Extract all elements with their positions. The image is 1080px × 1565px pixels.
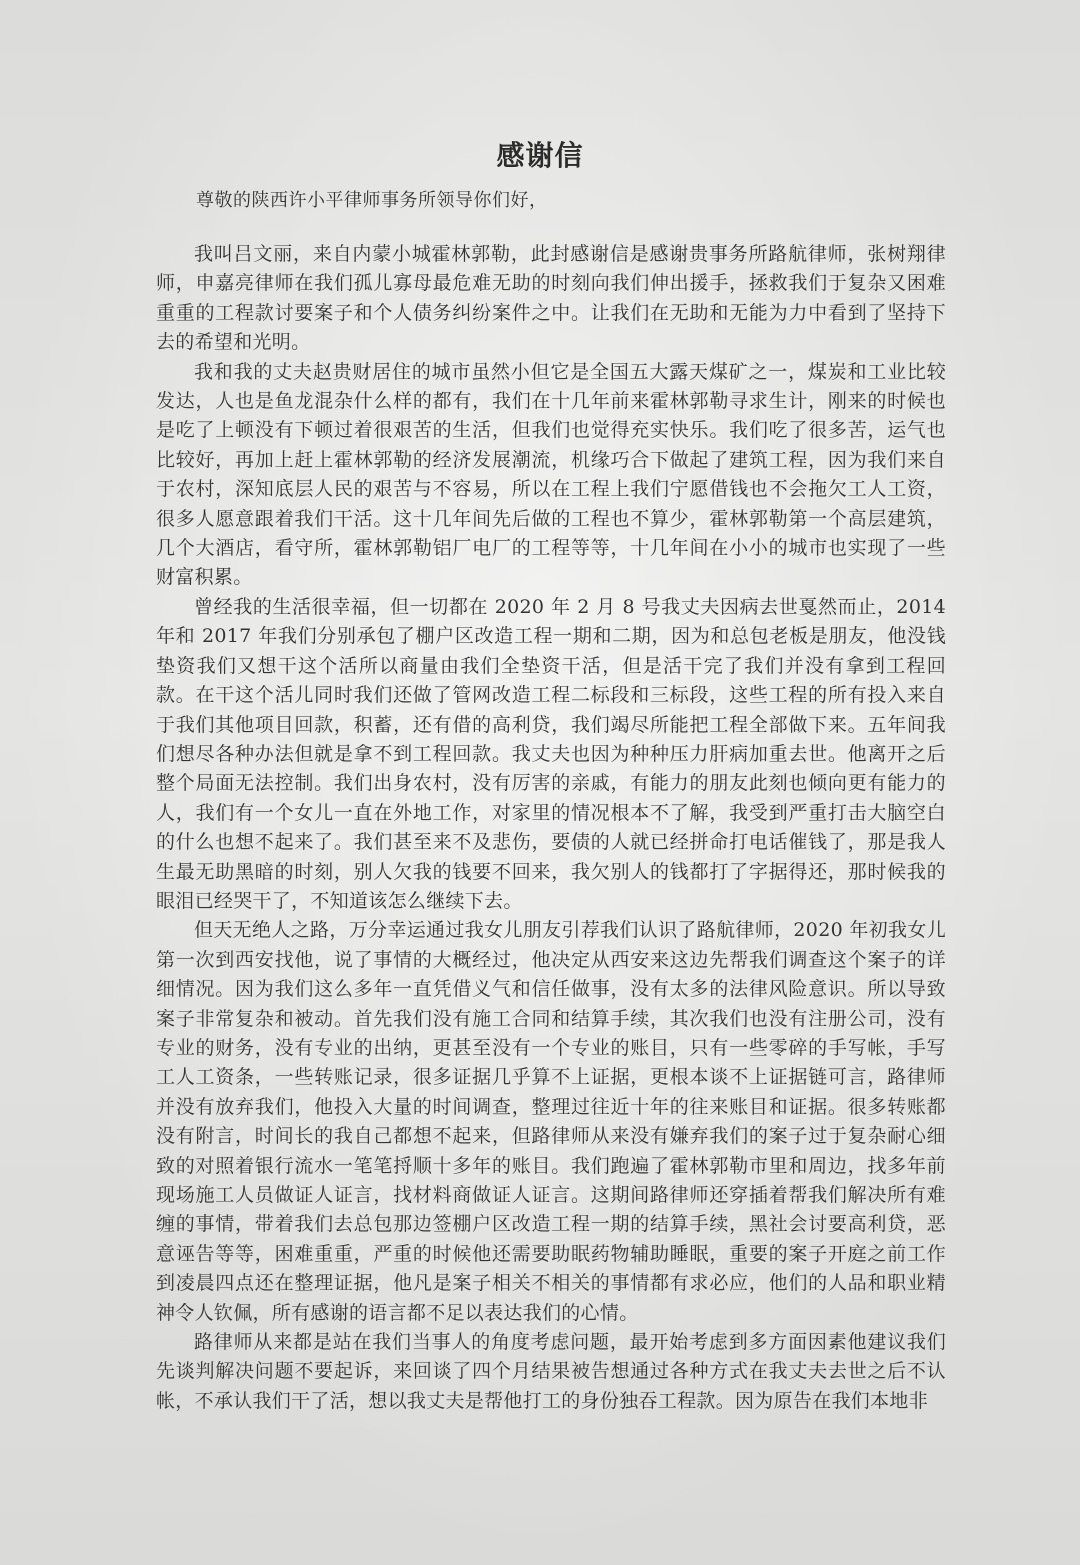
paragraph: 曾经我的生活很幸福，但一切都在 2020 年 2 月 8 号我丈夫因病去世戛然而止，2014 年和 2017 年我们分别承包了棚户区改造工程一期和二期，因为和总包老板是朋友，他没钱垫资我们又想干这个活所以商量由我们全垫资干活，但是活干完了我们并没有拿到工程回款。在干这个活儿同时我们还做了管网改造工程二标段和三标段，这些工程的所有投入来自于我们其他项目回款，积蓄，还有借的高利贷，我们竭尽所能把工程全部做下来。五年间我们想尽各种办法但就是拿不到工程回款。我丈夫也因为种种压力肝病加重去世。他离开之后整个局面无法控制。我们出身农村，没有厉害的亲戚，有能力的朋友此刻也倾向更有能力的人，我们有一个女儿一直在外地工作，对家里的情况根本不了解，我受到严重打击大脑空白的什么也想不起来了。我们甚至来不及悲伤，要债的人就已经拼命打电话催钱了，那是我人生最无助黑暗的时刻，别人欠我的钱要不回来，我欠别人的钱都打了字据得还，那时候我的眼泪已经哭干了，不知道该怎么继续下去。 bbox=[156, 595, 946, 912]
paragraph: 但天无绝人之路，万分幸运通过我女儿朋友引荐我们认识了路航律师，2020 年初我女儿第一次到西安找他，说了事情的大概经过，他决定从西安来这边先帮我们调查这个案子的详细情况。因为我们这么多年一直凭借义气和信任做事，没有太多的法律风险意识。所以导致案子非常复杂和被动。首先我们没有施工合同和结算手续，其次我们也没有注册公司，没有专业的财务，没有专业的出纳，更甚至没有一个专业的账目，只有一些零碎的手写帐，手写工人工资条，一些转账记录，很多证据几乎算不上证据，更根本谈不上证据链可言，路律师并没有放弃我们，他投入大量的时间调查，整理过往近十年的往来账目和证据。很多转账都没有附言，时间长的我自己都想不起来，但路律师从来没有嫌弃我们的案子过于复杂耐心细致的对照着银行流水一笔笔捋顺十多年的账目。我们跑遍了霍林郭勒市里和周边，找多年前现场施工人员做证人证言，找材料商做证人证言。这期间路律师还穿插着帮我们解决所有难缠的事情，带着我们去总包那边签棚户区改造工程一期的结算手续，黑社会讨要高利贷，恶意诬告等等，困难重重，严重的时候他还需要助眠药物辅助睡眠，重要的案子开庭之前工作到凌晨四点还在整理证据，他凡是案子相关不相关的事情都有求必应，他们的人品和职业精神令人钦佩，所有感谢的语言都不足以表达我们的心情。 bbox=[156, 919, 946, 1324]
letter-body bbox=[156, 240, 946, 1416]
paragraph: 路律师从来都是站在我们当事人的角度考虑问题，最开始考虑到多方面因素他建议我们先谈判解决问题不要起诉，来回谈了四个月结果被告想通过各种方式在我丈夫去世之后不认帐，不承认我们干了活，想以我丈夫是帮他打工的身份独吞工程款。因为原告在我们本地非 bbox=[156, 1331, 946, 1412]
paragraph: 我和我的丈夫赵贵财居住的城市虽然小但它是全国五大露天煤矿之一，煤炭和工业比较发达，人也是鱼龙混杂什么样的都有，我们在十几年前来霍林郭勒寻求生计，刚来的时候也是吃了上顿没有下顿过着很艰苦的生活，但我们也觉得充实快乐。我们吃了很多苦，运气也比较好，再加上赶上霍林郭勒的经济发展潮流，机缘巧合下做起了建筑工程，因为我们来自于农村，深知底层人民的艰苦与不容易，所以在工程上我们宁愿借钱也不会拖欠工人工资，很多人愿意跟着我们干活。这十几年间先后做的工程也不算少，霍林郭勒第一个高层建筑，几个大酒店，看守所，霍林郭勒铝厂电厂的工程等等，十几年间在小小的城市也实现了一些财富积累。 bbox=[156, 360, 946, 589]
paragraph: 我叫吕文丽，来自内蒙小城霍林郭勒，此封感谢信是感谢贵事务所路航律师，张树翔律师，申嘉亮律师在我们孤儿寡母最危难无助的时刻向我们伸出援手，拯救我们于复杂又困难重重的工程款讨要案子和个人债务纠纷案件之中。让我们在无助和无能为力中看到了坚持下去的希望和光明。 bbox=[156, 243, 946, 354]
letter-title: 感谢信 bbox=[496, 139, 584, 172]
letter-salutation: 尊敬的陕西许小平律师事务所领导你们好， bbox=[196, 190, 548, 211]
